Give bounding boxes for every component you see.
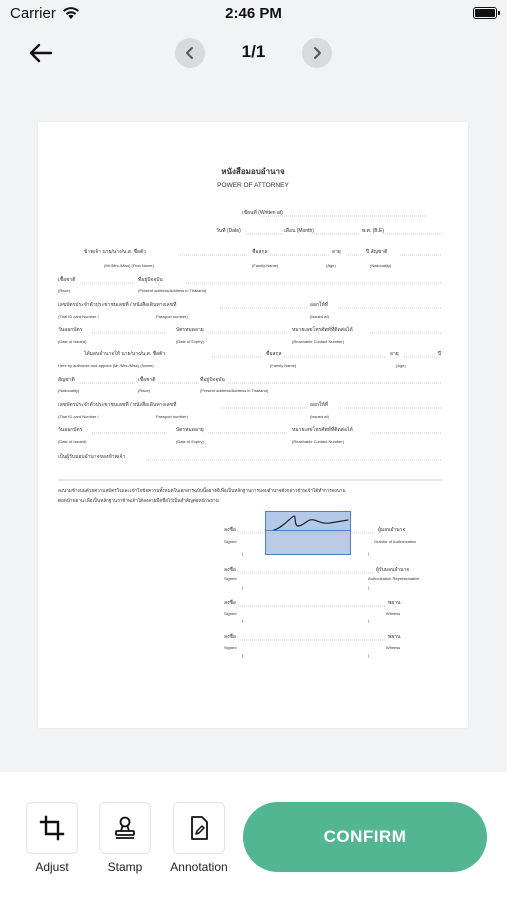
stamp-label: Stamp (107, 860, 143, 874)
signature-stamp[interactable] (265, 511, 351, 555)
doc-field-label: (Thai ID card Number / (58, 414, 99, 419)
doc-field-label: (Family Name) (270, 363, 297, 368)
document-content (38, 122, 468, 728)
doc-field-label: ผู้มอบอำนาจ (378, 527, 406, 533)
doc-field-label: เดือน (Month) (284, 228, 314, 234)
doc-field-label: เลขบัตรประจำตัวประชาชนเลขที่ / หนังสือเดินทางเลขที่ (58, 302, 177, 308)
doc-field-label: (Age) (326, 263, 336, 268)
doc-field-label: (Thai ID card Number / (58, 314, 99, 319)
doc-field-label: เป็นผู้รับมอบอำนาจของข้าพเจ้า (58, 454, 126, 460)
doc-field-label: ลงชื่อ (224, 567, 236, 573)
doc-field-label: (Present address/Address in Thailand) (138, 288, 207, 293)
doc-field-label: (Race) (58, 288, 71, 293)
doc-field-label: ที่อยู่ปัจจุบัน (200, 377, 225, 383)
doc-field-label: (Issued at) (310, 314, 329, 319)
doc-field-label: พยาน (388, 634, 401, 640)
doc-field-label: Signed (224, 539, 237, 544)
doc-field-label: วันออกบัตร (58, 327, 83, 333)
doc-field-label: ผู้รับมอบอำนาจ (376, 567, 410, 573)
doc-field-label: Authorization Representative (368, 576, 420, 581)
doc-field-label: (Reachable Contact Number) (292, 439, 345, 444)
svg-text:(: ( (242, 551, 244, 556)
doc-field-label: วันออกบัตร (58, 427, 83, 433)
doc-field-label: อายุ (390, 351, 399, 357)
stamp-icon (112, 815, 138, 841)
page-indicator: 1/1 (241, 42, 266, 61)
doc-field-label: สัญชาติ (58, 377, 75, 383)
annotation-icon (186, 815, 212, 841)
annotation-button[interactable] (168, 802, 230, 874)
doc-field-label: ข้าพเจ้า นาย/นาง/น.ส. ชื่อตัว (84, 249, 147, 255)
annotation-label: Annotation (170, 860, 228, 874)
doc-field-label: บัตรหมดอายุ (176, 427, 204, 433)
doc-field-label: Passport number) (156, 314, 188, 319)
doc-field-label: ได้มอบอำนาจให้ นาย/นาง/น.ส. ชื่อตัว (84, 351, 166, 357)
doc-field-label: (Date of Expiry) (176, 439, 204, 444)
doc-field-label: Signed (224, 611, 237, 616)
doc-field-label: Signed (224, 576, 237, 581)
doc-field-label: เชื้อชาติ (58, 277, 76, 283)
doc-field-label: ชื่อสกุล (252, 249, 268, 255)
svg-text:): ) (368, 653, 370, 658)
doc-field-label: (Reachable Contact Number) (292, 339, 345, 344)
doc-field-label: (Family Name) (252, 263, 279, 268)
doc-field-label: หมายเลขโทรศัพท์ที่ติดต่อได้ (292, 327, 353, 333)
doc-field-label: Witness (386, 645, 401, 650)
doc-field-label: หมายเลขโทรศัพท์ที่ติดต่อได้ (292, 427, 353, 433)
doc-field-label: Signed (224, 645, 237, 650)
doc-field-label: ลงชื่อ (224, 600, 236, 606)
doc-field-label: ปี (438, 351, 442, 357)
svg-text:): ) (368, 618, 370, 623)
svg-text:): ) (368, 551, 370, 556)
doc-field-label: ลงชื่อ (224, 634, 236, 640)
doc-field-label: ชื่อสกุล (266, 351, 282, 357)
doc-field-label: Witness (386, 611, 401, 616)
doc-field-label: เชื้อชาติ (138, 377, 156, 383)
doc-field-label: ที่อยู่ปัจจุบัน (138, 277, 163, 283)
adjust-label: Adjust (35, 860, 69, 874)
signature-icon (268, 512, 350, 534)
doc-field-label: (Issued at) (310, 414, 329, 419)
carrier-label: Carrier (10, 5, 56, 22)
doc-field-label: (Present address/Address in Thailand) (200, 388, 269, 393)
doc-field-label: ออกให้ที่ (310, 302, 329, 308)
doc-field-label: อายุ (332, 249, 341, 255)
crop-icon (39, 815, 65, 841)
doc-field-label: วันที่ (Date) (216, 228, 241, 234)
confirm-button[interactable]: CONFIRM (243, 802, 487, 872)
document-viewer (0, 90, 507, 770)
doc-field-label: Here by authorize and appoint (Mr./Mrs./Miss) (Name) (58, 363, 154, 368)
doc-field-label: เขียนที่ (Written at) (242, 210, 283, 216)
battery-icon (473, 7, 497, 19)
doc-field-label: ปี สัญชาติ (366, 249, 388, 255)
chevron-right-icon (310, 46, 324, 60)
doc-field-label: บัตรหมดอายุ (176, 327, 204, 333)
doc-field-label: พยาน (388, 600, 401, 606)
doc-field-label: (Date of Issued) (58, 339, 87, 344)
doc-field-label: (Date of Issued) (58, 439, 87, 444)
clock: 2:46 PM (225, 5, 282, 22)
doc-field-label: (Race) (138, 388, 151, 393)
svg-text:(: ( (242, 618, 244, 623)
doc-field-label: พ.ศ. (B.E) (362, 228, 385, 234)
next-page-button[interactable] (302, 38, 332, 68)
doc-title-thai: หนังสือมอบอำนาจ (221, 167, 285, 176)
bottom-toolbar (0, 772, 507, 900)
svg-text:): ) (368, 585, 370, 590)
doc-title-english: POWER OF ATTORNEY (217, 182, 289, 189)
stamp-button[interactable] (94, 802, 156, 874)
adjust-button[interactable] (21, 802, 83, 874)
doc-field-label: (Age) (396, 363, 406, 368)
doc-field-label: Passport number) (156, 414, 188, 419)
doc-field-label: ลงนามข้างบนด้วยความสมัครใจและเข้าใจข้อความทั้งหมดในเอกสารฉบับนี้อย่างดีเพื่อเป็นหลักฐานการมอบอำนาจดังกล่าวข้าพเจ้าได้ทำการลงนาม (58, 488, 346, 493)
doc-field-label: (Date of Expiry) (176, 339, 204, 344)
doc-field-label: เลขบัตรประจำตัวประชาชนเลขที่ / หนังสือเดินทางเลขที่ (58, 402, 177, 408)
doc-field-label: Grantor of Authorization (374, 539, 417, 544)
doc-field-label: ลงชื่อ (224, 527, 236, 533)
doc-field-label: (Nationality) (370, 263, 392, 268)
status-bar (0, 0, 507, 28)
document-page (38, 122, 468, 728)
doc-field-label: ออกให้ที่ (310, 402, 329, 408)
doc-field-label: ต่อหน้าพยาน เพื่อเป็นหลักฐานว่าข้าพเจ้าได้ลงลายมือชื่อไว้เป็นสำคัญต่อหน้าพยาน (58, 498, 219, 503)
navigation-bar (0, 30, 507, 76)
doc-field-label: (Mr./Mrs./Miss) (First Name) (104, 263, 154, 268)
svg-text:(: ( (242, 585, 244, 590)
svg-text:(: ( (242, 653, 244, 658)
doc-field-label: (Nationality) (58, 388, 80, 393)
